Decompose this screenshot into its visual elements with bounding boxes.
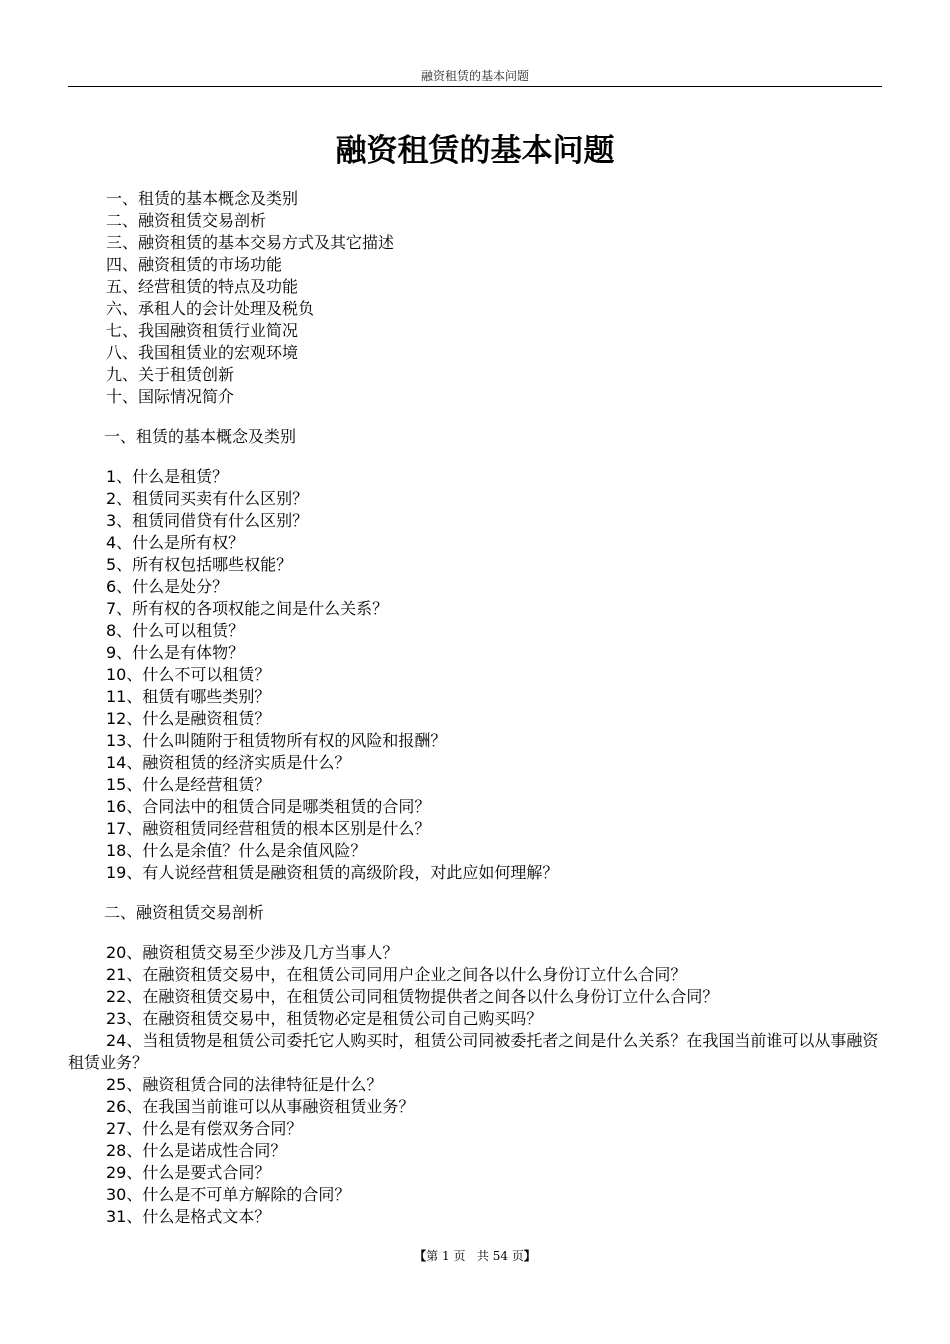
- question-item: 31、什么是格式文本？: [106, 1207, 271, 1226]
- question-item: 21、在融资租赁交易中，在租赁公司同用户企业之间各以什么身份订立什么合同？: [106, 965, 687, 984]
- footer-page-prefix: 第: [426, 1249, 439, 1263]
- running-header: 融资租赁的基本问题: [420, 69, 529, 83]
- question-item: 18、什么是余值？什么是余值风险？: [106, 841, 367, 860]
- footer-bracket-close: 】: [523, 1249, 536, 1263]
- toc-item: 一、租赁的基本概念及类别: [106, 189, 299, 208]
- question-item: 3、租赁同借贷有什么区别？: [106, 511, 309, 530]
- footer-total-prefix: 共: [476, 1249, 489, 1263]
- toc-item: 九、关于租赁创新: [106, 365, 235, 384]
- toc-item: 五、经营租赁的特点及功能: [106, 277, 299, 296]
- question-item: 25、融资租赁合同的法律特征是什么？: [106, 1075, 383, 1094]
- question-item: 10、什么不可以租赁？: [106, 665, 271, 684]
- question-item: 23、在融资租赁交易中，租赁物必定是租赁公司自己购买吗？: [106, 1009, 543, 1028]
- question-item: 30、什么是不可单方解除的合同？: [106, 1185, 351, 1204]
- question-item-wrapped: 24、当租赁物是租赁公司委托它人购买时，租赁公司同被委托者之间是什么关系？在我国当前谁可以从事融资租赁业务？: [68, 1031, 879, 1072]
- question-item: 19、有人说经营租赁是融资租赁的高级阶段，对此应如何理解？: [106, 863, 559, 882]
- question-item: 8、什么可以租赁？: [106, 621, 245, 640]
- question-item: 7、所有权的各项权能之间是什么关系？: [106, 599, 389, 618]
- question-item: 11、租赁有哪些类别？: [106, 687, 271, 706]
- footer-total-pages: 54: [492, 1249, 509, 1263]
- toc-item: 二、融资租赁交易剖析: [106, 211, 267, 230]
- question-item: 20、融资租赁交易至少涉及几方当事人？: [106, 943, 399, 962]
- toc-item: 八、我国租赁业的宏观环境: [106, 343, 299, 362]
- toc-item: 三、融资租赁的基本交易方式及其它描述: [106, 233, 395, 252]
- section-heading: 二、融资租赁交易剖析: [104, 903, 265, 922]
- question-item: 4、什么是所有权？: [106, 533, 245, 552]
- section-heading: 一、租赁的基本概念及类别: [104, 427, 297, 446]
- question-item: 5、所有权包括哪些权能？: [106, 555, 293, 574]
- page-footer: [0, 1248, 950, 1264]
- question-item: 27、什么是有偿双务合同？: [106, 1119, 303, 1138]
- question-item: 16、合同法中的租赁合同是哪类租赁的合同？: [106, 797, 431, 816]
- toc-item: 十、国际情况简介: [106, 387, 235, 406]
- footer-page-word: 页: [453, 1249, 466, 1263]
- question-item: 26、在我国当前谁可以从事融资租赁业务？: [106, 1097, 415, 1116]
- question-item: 17、融资租赁同经营租赁的根本区别是什么？: [106, 819, 431, 838]
- question-item: 15、什么是经营租赁？: [106, 775, 271, 794]
- question-item: 6、什么是处分？: [106, 577, 229, 596]
- question-item: 13、什么叫随附于租赁物所有权的风险和报酬？: [106, 731, 447, 750]
- footer-total-word: 页: [511, 1249, 524, 1263]
- toc-item: 六、承租人的会计处理及税负: [106, 299, 315, 318]
- question-item: 28、什么是诺成性合同？: [106, 1141, 287, 1160]
- toc-item: 七、我国融资租赁行业简况: [106, 321, 299, 340]
- document-title: 融资租赁的基本问题: [335, 133, 615, 169]
- question-item: 1、什么是租赁？: [106, 467, 229, 486]
- question-item: 9、什么是有体物？: [106, 643, 245, 662]
- footer-page-number: 1: [441, 1249, 450, 1263]
- question-item: 22、在融资租赁交易中，在租赁公司同租赁物提供者之间各以什么身份订立什么合同？: [106, 987, 719, 1006]
- question-item: 29、什么是要式合同？: [106, 1163, 271, 1182]
- question-item: 14、融资租赁的经济实质是什么？: [106, 753, 351, 772]
- question-item: 12、什么是融资租赁？: [106, 709, 271, 728]
- header-rule: [68, 86, 882, 87]
- footer-bracket-open: 【: [414, 1249, 427, 1263]
- toc-item: 四、融资租赁的市场功能: [106, 255, 283, 274]
- question-item: 2、租赁同买卖有什么区别？: [106, 489, 309, 508]
